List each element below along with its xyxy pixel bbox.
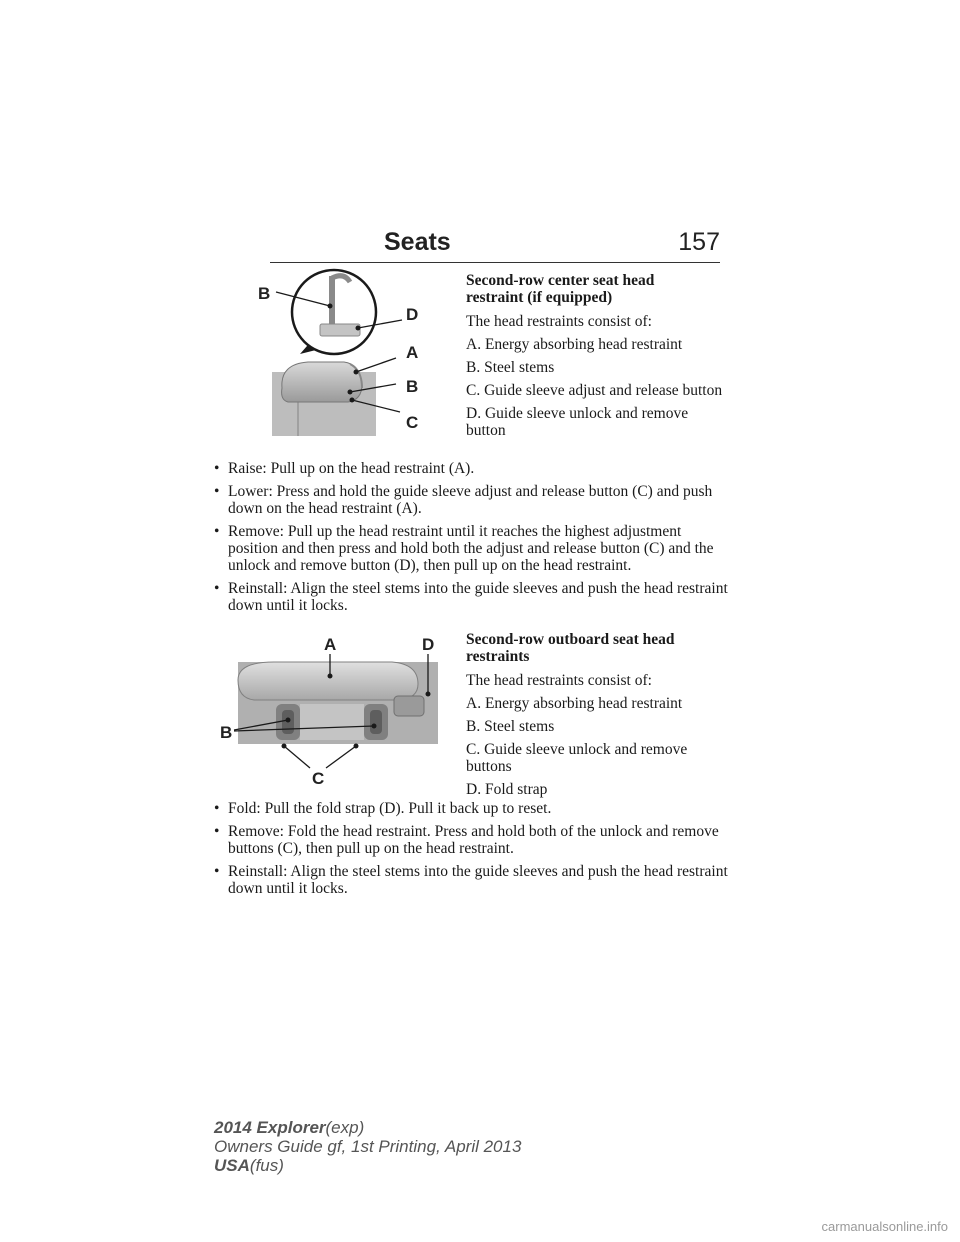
figure1-label-c: C bbox=[406, 413, 419, 432]
section2-item-a: A. Energy absorbing head restraint bbox=[466, 695, 683, 712]
bullet-icon: • bbox=[214, 460, 220, 477]
list-item: • Reinstall: Align the steel stems into the guide sleeves and push the head restraint down until it locks. bbox=[214, 863, 728, 897]
list-item: • Remove: Fold the head restraint. Press and hold both of the unlock and remove buttons (C), then pull up on the head restraint. bbox=[214, 823, 719, 857]
bullet-icon: • bbox=[214, 800, 220, 817]
center-head-restraint-figure bbox=[258, 268, 428, 440]
section2-description bbox=[466, 631, 726, 804]
figure2-label-d: D bbox=[422, 635, 435, 654]
figure2-label-a: A bbox=[324, 635, 337, 654]
figure2-label-b: B bbox=[220, 723, 233, 742]
page-footer: 2014 Explorer(exp) Owners Guide gf, 1st Printing, April 2013 USA(fus) bbox=[214, 1118, 522, 1175]
section2-heading: Second-row outboard seat head restraints bbox=[466, 631, 675, 665]
section2-item-c: C. Guide sleeve unlock and remove buttons bbox=[466, 741, 688, 775]
section1-item-b: B. Steel stems bbox=[466, 359, 555, 376]
figure1-label-b-top: B bbox=[258, 284, 271, 303]
figure1-label-a: A bbox=[406, 343, 419, 362]
list-item: • Reinstall: Align the steel stems into the guide sleeves and push the head restraint down until it locks. bbox=[214, 580, 728, 614]
section2-intro: The head restraints consist of: bbox=[466, 672, 652, 689]
list-item: • Raise: Pull up on the head restraint (A). bbox=[214, 460, 475, 477]
bullet-icon: • bbox=[214, 580, 220, 597]
bullet-icon: • bbox=[214, 863, 220, 880]
section1-item-c: C. Guide sleeve adjust and release button bbox=[466, 382, 723, 399]
figure1-label-b: B bbox=[406, 377, 419, 396]
page-number: 157 bbox=[678, 228, 720, 256]
section1-description bbox=[466, 272, 726, 445]
outboard-head-restraint-figure bbox=[214, 632, 444, 792]
bullet-icon: • bbox=[214, 483, 220, 500]
list-item: • Fold: Pull the fold strap (D). Pull it back up to reset. bbox=[214, 800, 552, 817]
page-title: Seats bbox=[384, 228, 451, 256]
section1-heading: Second-row center seat head restraint (if equipped) bbox=[466, 272, 655, 306]
section1-item-a: A. Energy absorbing head restraint bbox=[466, 336, 683, 353]
bullet-icon: • bbox=[214, 523, 220, 540]
figure2-label-c: C bbox=[312, 769, 325, 788]
section1-item-d: D. Guide sleeve unlock and remove button bbox=[466, 405, 689, 439]
list-item: • Remove: Pull up the head restraint until it reaches the highest adjustment position and then press and hold both the adjust and release button (C) and the unlock and remove button (D), then pull up on the head restraint. bbox=[214, 523, 714, 574]
page-header bbox=[270, 228, 720, 263]
section1-intro: The head restraints consist of: bbox=[466, 313, 652, 330]
section1-bullets bbox=[214, 460, 734, 620]
section2-bullets bbox=[214, 800, 734, 903]
section2-item-b: B. Steel stems bbox=[466, 718, 555, 735]
watermark: carmanualsonline.info bbox=[821, 1219, 948, 1234]
figure1-label-d: D bbox=[406, 305, 419, 324]
list-item: • Lower: Press and hold the guide sleeve adjust and release button (C) and push down on the head restraint (A). bbox=[214, 483, 713, 517]
section2-item-d: D. Fold strap bbox=[466, 781, 548, 798]
bullet-icon: • bbox=[214, 823, 220, 840]
